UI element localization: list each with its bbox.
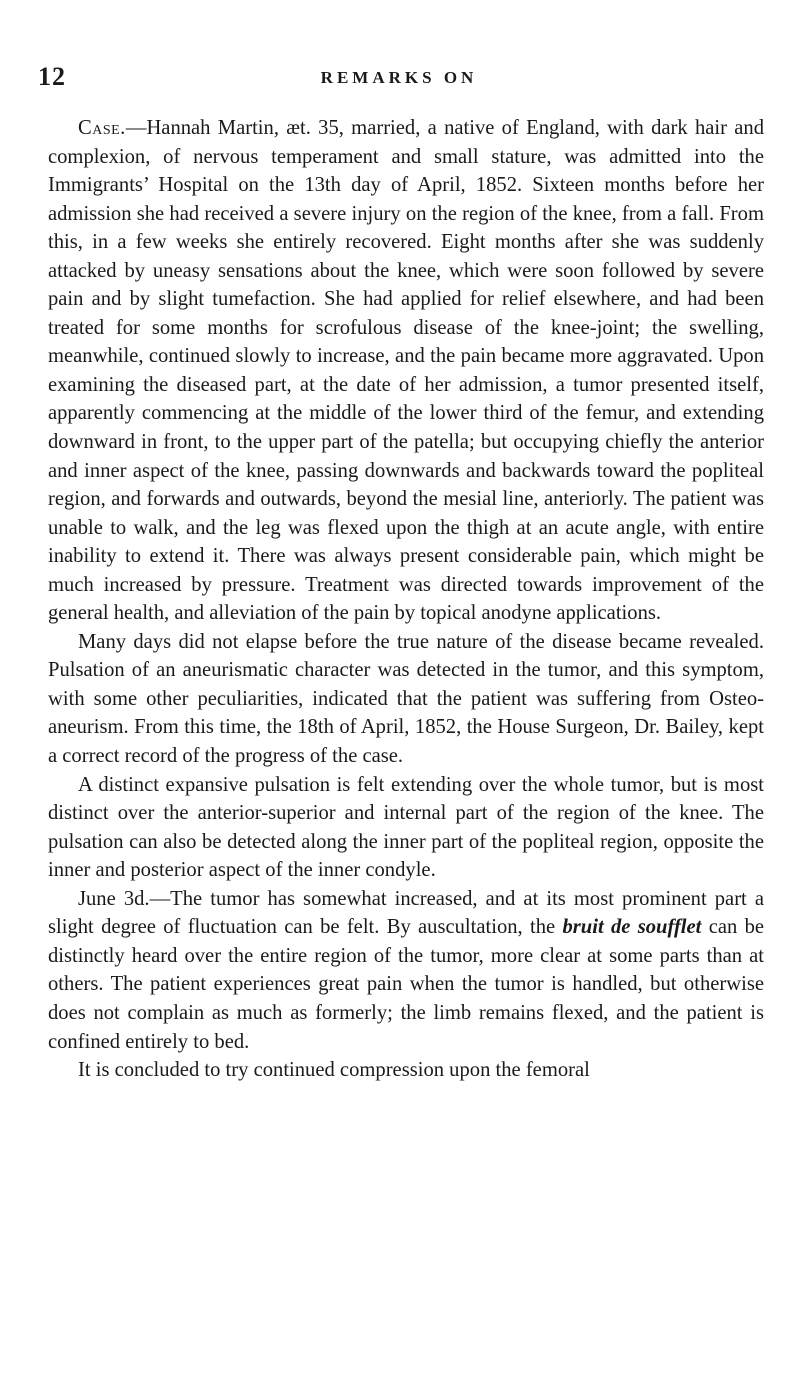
case-text: —Hannah Martin, æt. 35, married, a native of England, with dark hair and complexion, of nervous temperament and small stature, was admitted into the Immigrants’ Hospital on the 13th day of April, 1852. Sixteen months before her admission she had received a severe injury on the region of the knee, from a fall. From this, in a few weeks she entirely recovered. Eight months after she was suddenly attacked by uneasy sensations about the knee, which were soon followed by severe pain and by slight tumefaction. She had applied for relief elsewhere, and had been treated for some months for scrofulous disease of the knee-joint; the swelling, meanwhile, continued slowly to increase, and the pain became more aggravated. Upon examining the diseased part, at the date of her admission, a tumor presented itself, apparently commencing at the middle of the lower third of the femur, and extending downward in front, to the upper part of the patella; but occupying chiefly the anterior and inner aspect of the knee, passing downwards and backwards toward the popliteal region, and forwards and outwards, beyond the mesial line, anteriorly. The patient was unable to walk, and the leg was flexed upon the thigh at an acute angle, with entire inability to extend it. There was always present considerable pain, which might be much increased by pressure. Treatment was directed towards improvement of the general health, and alleviation of the pain by topical anodyne applications. [48, 117, 764, 625]
case-lead: Case. [78, 117, 126, 139]
case-paragraph [48, 114, 764, 628]
pulsation-paragraph: A distinct expansive pulsation is felt extending over the whole tumor, but is most distinct over the anterior-superior and internal part of the region of the knee. The pulsation can also be detected along the inner part of the popliteal region, opposite the inner and posterior aspect of the inner condyle. [48, 773, 764, 882]
diagnosis-paragraph: Many days did not elapse before the true nature of the disease became revealed. Pulsation of an aneurismatic character was detected in the tumor, and this symptom, with some other peculiarities, indicated that the patient was suffering from Osteo-aneurism. From this time, the 18th of April, 1852, the House Surgeon, Dr. Bailey, kept a correct record of the progress of the case. [48, 630, 764, 768]
june-entry-paragraph [48, 885, 764, 1056]
bruit-de-soufflet-term: bruit de soufflet [562, 916, 702, 939]
running-head [38, 62, 760, 98]
compression-paragraph: It is concluded to try continued compression upon the femoral [78, 1059, 590, 1082]
page-number: 12 [38, 62, 66, 91]
body-text [48, 114, 764, 1085]
june-entry-text-end: can be distinctly heard over the entire region of the tumor, more clear at some parts than at others. The patient experiences great pain when the tumor is handled, but otherwise does not complain as much as formerly; the limb remains flexed, and the patient is confined entirely to bed. [48, 916, 765, 1053]
june-entry-text-start: June 3d.—The tumor has somewhat increased, and at its most prominent part a slight degree of fluctuation can be felt. By auscultation, the [48, 887, 764, 939]
running-title: REMARKS ON [320, 68, 478, 87]
